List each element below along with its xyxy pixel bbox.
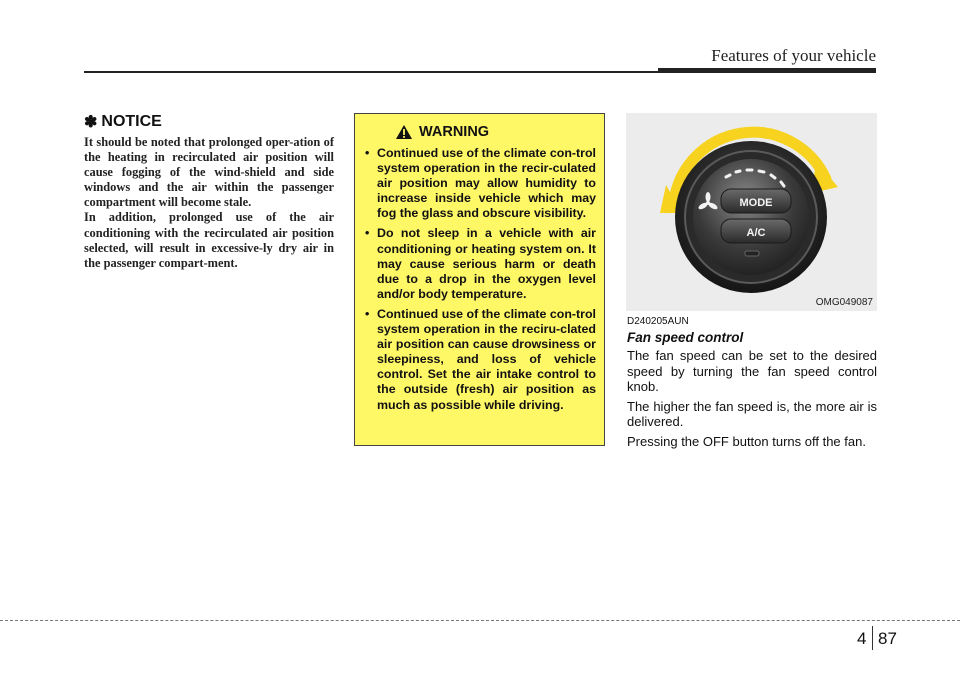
warning-heading	[395, 124, 604, 140]
warning-item: • Continued use of the climate con-trol system operation in the recir-culated air position may allow humidity to increase inside vehicle which may fog the glass and obscure visibility.	[365, 146, 596, 221]
section-body	[627, 348, 877, 454]
warning-item: • Continued use of the climate con-trol system operation in the reciru-clated air position can cause drowsiness or sleepiness, and loss of vehicle control. Set the air intake control to the outside (fresh) air position as much as possible while driving.	[365, 307, 596, 413]
header-rule-accent	[658, 68, 876, 73]
page-header-title: Features of your vehicle	[711, 46, 876, 65]
section-paragraph: The higher the fan speed is, the more air is delivered.	[627, 398, 877, 430]
notice-body	[84, 135, 334, 271]
page-chapter-number: 4	[857, 629, 867, 648]
section-paragraph: Pressing the OFF button turns off the fan.	[627, 433, 866, 449]
warning-item: • Do not sleep in a vehicle with air conditioning or heating system on. It may cause serious harm or death due to a drop in the oxygen level and/or body temperature.	[365, 226, 596, 301]
warning-triangle-icon	[395, 124, 413, 140]
warning-heading-label: WARNING	[419, 124, 490, 140]
page-number-divider	[872, 626, 873, 650]
ac-button-label: A/C	[746, 227, 766, 239]
mode-button-label: MODE	[739, 197, 773, 209]
section-code: D240205AUN	[627, 316, 689, 327]
section-paragraph: The fan speed can be set to the desired speed by turning the fan speed control knob.	[627, 348, 877, 395]
figure-code: OMG049087	[815, 297, 873, 308]
notice-paragraph: In addition, prolonged use of the air conditioning with the recirculated air position selected, will result in excessive-ly dry air in the passenger compart-ment.	[84, 210, 334, 270]
footer-rule	[0, 620, 960, 621]
notice-heading	[84, 112, 334, 132]
fan-speed-knob-illustration	[626, 113, 877, 311]
notice-block	[84, 112, 334, 271]
warning-box	[354, 113, 605, 446]
section-title: Fan speed control	[627, 330, 744, 345]
fan-knob-figure	[626, 113, 877, 311]
notice-paragraph: It should be noted that prolonged oper-ation of the heating in recirculated air position will cause fogging of the wind-shield and side windows and the air within the passenger compartment will become stale.	[84, 135, 334, 210]
warning-list	[355, 146, 604, 413]
notice-heading-label: NOTICE	[101, 113, 162, 130]
page-number: 87	[878, 629, 897, 648]
notice-star-icon: ✽	[84, 114, 98, 131]
